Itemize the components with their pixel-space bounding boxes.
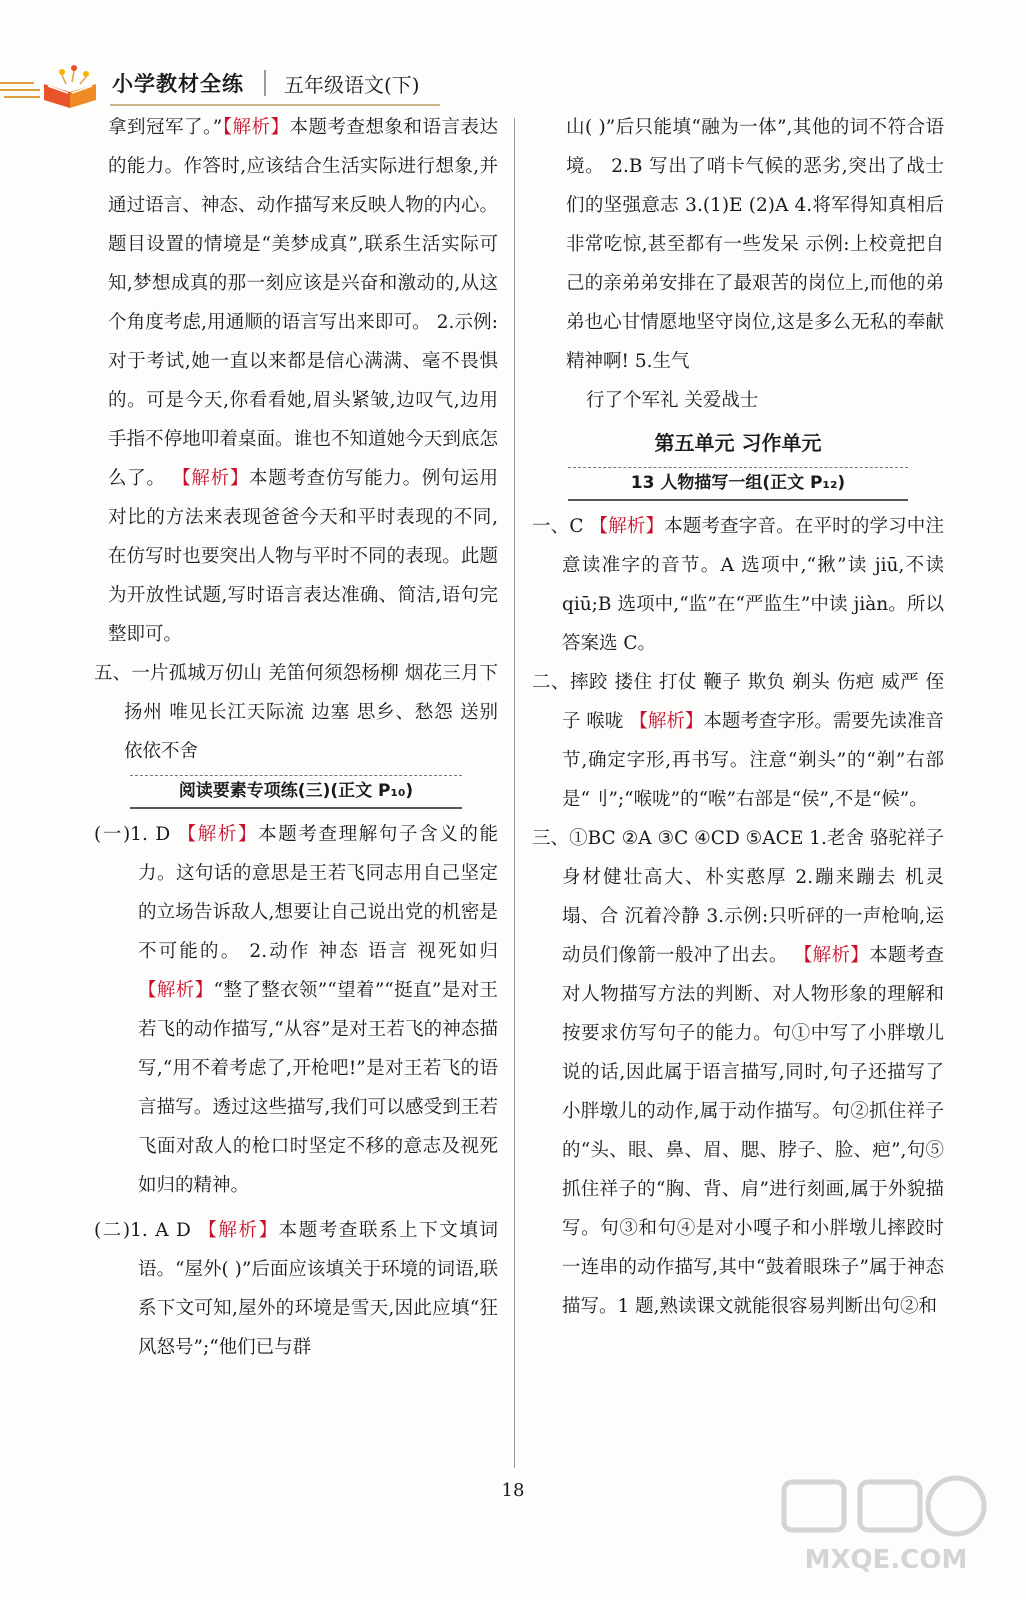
- unit-title: 第五单元 习作单元: [654, 431, 822, 455]
- text: (一)1. D: [94, 824, 178, 845]
- answer-three: [532, 819, 944, 1326]
- text: 本题考查联系上下文填词语。“屋外( )”后面应该填关于环境的词语,联系下文可知,屋外的环境是雪天,因此应填“狂风怒号”;“他们已与群: [138, 1220, 498, 1358]
- open-book-logo-icon: [0, 62, 110, 110]
- analysis-tag: 【解析】: [177, 824, 259, 845]
- answer-reading-2: [94, 1211, 498, 1367]
- text: 拿到冠军了。”: [108, 117, 223, 138]
- header-rule: [110, 104, 440, 106]
- text: 本题考查字形。需要先读准音节,确定字形,再书写。注意“剃头”的“剃”右部是“刂”;“喉咙”的“喉”右部是“侯”,不是“候”。: [562, 711, 944, 810]
- analysis-tag: 【解析】: [172, 468, 250, 489]
- text: 本题考查对人物描写方法的判断、对人物形象的理解和按要求仿写句子的能力。句①中写了小胖墩儿说的话,因此属于语言描写,同时,句子还描写了小胖墩儿的动作,属于动作描写。句②抓住祥子的“头、眼、鼻、眉、腮、脖子、脸、疤”,句⑤抓住祥子的“胸、背、肩”进行刻画,属于外貌描写。句③和句④是对小嘎子和小胖墩儿摔跤时一连串的动作描写,其中“鼓着眼珠子”属于神态描写。1 题,熟读课文就能很容易判断出句②和: [562, 945, 944, 1317]
- subject-title: 五年级语文(下): [284, 73, 420, 97]
- answer-reading-1: [94, 815, 498, 1205]
- analysis-tag: 【解析】: [138, 980, 214, 1001]
- answer-two: [532, 663, 944, 819]
- answer-five: 五、一片孤城万仞山 羌笛何须怨杨柳 烟花三月下扬州 唯见长江天际流 边塞 思乡、愁怨 送别 依依不舍: [94, 663, 498, 762]
- text: 二、摔跤 搂住 打仗 鞭子 欺负 剃头 伤疤 威严 侄子 喉咙: [532, 672, 944, 732]
- answer-paragraph: [94, 108, 498, 654]
- answer-continued-tail: 行了个军礼 关爱战士: [586, 390, 759, 411]
- text: (二)1. A D: [94, 1220, 199, 1241]
- analysis-tag: 【解析】: [629, 711, 704, 732]
- answer-one: [532, 507, 944, 663]
- analysis-tag: 【解析】: [222, 117, 290, 138]
- text: 本题考查理解句子含义的能力。这句话的意思是王若飞同志用自己坚定的立场告诉敌人,想要让自己说出党的机密是不可能的。 2.动作 神态 语言 视死如归: [138, 824, 498, 962]
- watermark-logo-icon: [776, 1468, 996, 1578]
- answer-continued: 山( )”后只能填“融为一体”,其他的词不符合语境。 2.B 写出了哨卡气候的恶劣,突出了战士们的坚强意志 3.(1)E (2)A 4.将军得知真相后非常吃惊,甚至都有一些发呆 示例:上校竟把自己的亲弟弟安排在了最艰苦的岗位上,而他的弟弟也心甘情愿地坚守岗位,这是多么无私的奉献精神啊! 5.生气: [566, 117, 944, 372]
- watermark-text: MXQE.COM: [804, 1545, 968, 1575]
- analysis-tag: 【解析】: [198, 1220, 279, 1241]
- brand-title: 小学教材全练: [112, 71, 244, 96]
- text: “整了整衣领”“望着”“挺直”是对王若飞的动作描写,“从容”是对王若飞的神态描写,“用不着考虑了,开枪吧!”是对王若飞的语言描写。透过这些描写,我们可以感受到王若飞面对敌人的枪口时坚定不移的意志及视死如归的精神。: [138, 980, 498, 1196]
- text: 一、C: [532, 516, 590, 537]
- text: 本题考查仿写能力。例句运用对比的方法来表现爸爸今天和平时表现的不同,在仿写时也要突出人物与平时不同的表现。此题为开放性试题,写时语言表达准确、简洁,语句完整即可。: [108, 468, 498, 645]
- left-column: [94, 108, 498, 1367]
- text: 本题考查想象和语言表达的能力。作答时,应该结合生活实际进行想象,并通过语言、神态、动作描写来反映人物的内心。题目设置的情境是“美梦成真”,联系生活实际可知,梦想成真的那一刻应该是兴奋和激动的,从这个角度考虑,用通顺的语言写出来即可。 2.示例:对于考试,她一直以来都是信心满满、毫不畏惧的。可是今天,你看看她,眉头紧皱,边叹气,边用手指不停地叩着桌面。谁也不知道她今天到底怎么了。: [108, 117, 498, 489]
- column-divider: [514, 118, 515, 1468]
- page-header: [0, 62, 1026, 112]
- analysis-tag: 【解析】: [793, 945, 870, 966]
- text: 本题考查字音。在平时的学习中注意读准字的音节。A 选项中,“揪”读 jiū,不读 qiū;B 选项中,“监”在“严监生”中读 jiàn。所以答案选 C。: [562, 516, 944, 654]
- section-banner: 阅读要素专项练(三)(正文 P₁₀): [130, 775, 462, 809]
- analysis-tag: 【解析】: [589, 516, 665, 537]
- page-number: 18: [501, 1480, 525, 1501]
- lesson-banner: 13 人物描写一组(正文 P₁₂): [568, 467, 908, 501]
- text: 三、①BC ②A ③C ④CD ⑤ACE 1.老舍 骆驼祥子 身材健壮高大、朴实憨厚 2.蹦来蹦去 机灵 塌、合 沉着冷静 3.示例:只听砰的一声枪响,运动员们像箭一般冲了出去。: [532, 828, 944, 966]
- header-separator: [264, 70, 266, 96]
- right-column: [532, 108, 944, 1326]
